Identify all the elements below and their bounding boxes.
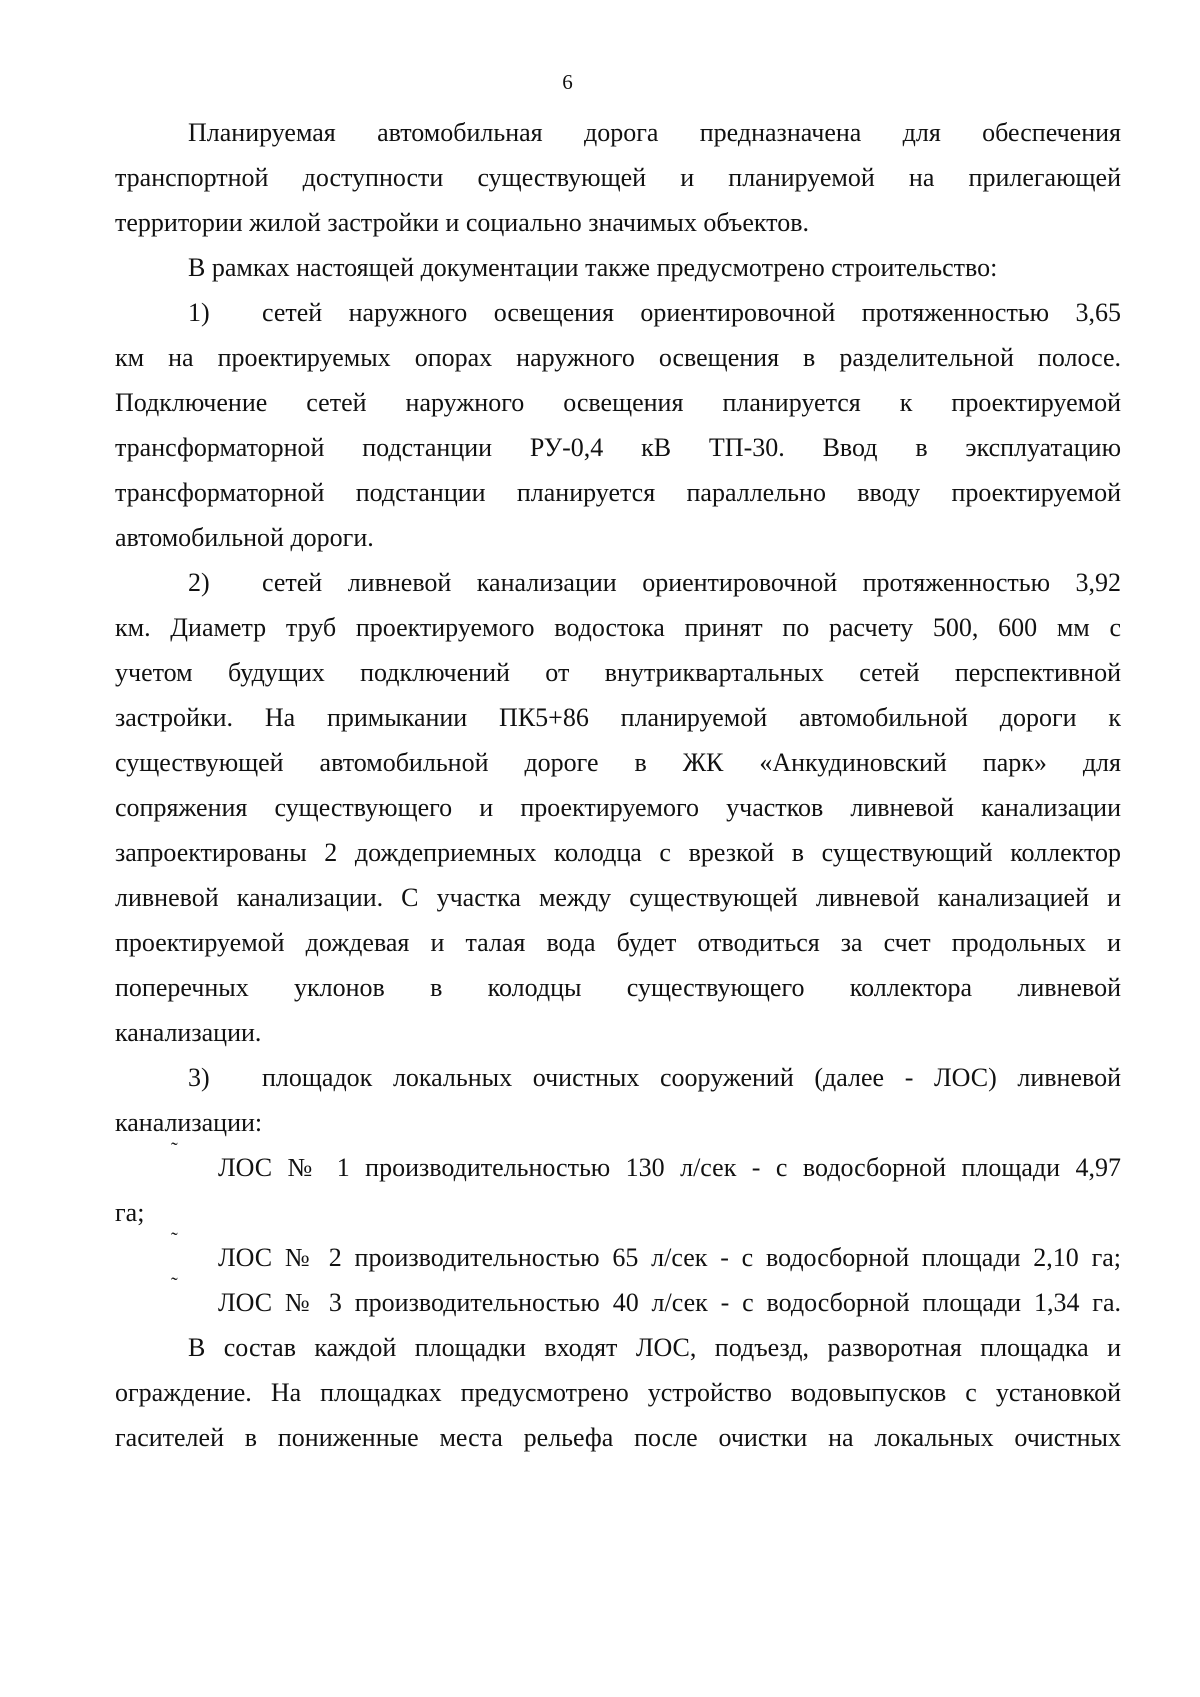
list-item-line: поперечных уклонов в колодцы существующего коллектора ливневой (115, 973, 1121, 1002)
bullet-marker: ˜ (171, 1274, 178, 1296)
page-number: 6 (562, 70, 573, 94)
list-item-line: км на проектируемых опорах наружного освещения в разделительной полосе. (115, 343, 1121, 372)
list-item-line: сетей наружного освещения ориентировочной протяженностью 3,65 (262, 298, 1121, 327)
bullet-line: ЛОС № 1 производительностью 130 л/сек - с водосборной площади 4,97 (218, 1153, 1121, 1182)
paragraph-construction-line: В рамках настоящей документации также предусмотрено строительство: (188, 253, 998, 282)
list-item-line: запроектированы 2 дождеприемных колодца с врезкой в существующий коллектор (115, 838, 1121, 867)
paragraph-intro-line: Планируемая автомобильная дорога предназначена для обеспечения (188, 118, 1121, 147)
list-item-line: Подключение сетей наружного освещения планируется к проектируемой (115, 388, 1121, 417)
list-item-line: проектируемой дождевая и талая вода будет отводиться за счет продольных и (115, 928, 1121, 957)
list-item-line: учетом будущих подключений от внутриквартальных сетей перспективной (115, 658, 1121, 687)
paragraph-site-line: В состав каждой площадки входят ЛОС, подъезд, разворотная площадка и (188, 1333, 1121, 1362)
bullet-line: га; (115, 1198, 145, 1227)
paragraph-intro-line: транспортной доступности существующей и планируемой на прилегающей (115, 163, 1121, 192)
bullet-line: ЛОС № 2 производительностью 65 л/сек - с водосборной площади 2,10 га; (218, 1243, 1121, 1272)
paragraph-site-line: гасителей в пониженные места рельефа после очистки на локальных очистных (115, 1423, 1121, 1452)
list-item-line: ливневой канализации. С участка между существующей ливневой канализацией и (115, 883, 1121, 912)
list-item-line: трансформаторной подстанции РУ-0,4 кВ ТП-30. Ввод в эксплуатацию (115, 433, 1121, 462)
list-item-line: км. Диаметр труб проектируемого водостока принят по расчету 500, 600 мм с (115, 613, 1121, 642)
list-number: 3) (188, 1063, 210, 1092)
list-number: 2) (188, 568, 210, 597)
list-item-line: канализации: (115, 1108, 263, 1137)
list-item-line: существующей автомобильной дороге в ЖК «Анкудиновский парк» для (115, 748, 1121, 777)
paragraph-intro-line: территории жилой застройки и социально значимых объектов. (115, 208, 809, 237)
list-item-line: трансформаторной подстанции планируется параллельно вводу проектируемой (115, 478, 1121, 507)
list-item-line: застройки. На примыкании ПК5+86 планируемой автомобильной дороги к (115, 703, 1121, 732)
bullet-line: ЛОС № 3 производительностью 40 л/сек - с водосборной площади 1,34 га. (218, 1288, 1121, 1317)
bullet-marker: ˜ (171, 1229, 178, 1251)
list-item-line: площадок локальных очистных сооружений (далее - ЛОС) ливневой (262, 1063, 1121, 1092)
list-item-line: сопряжения существующего и проектируемого участков ливневой канализации (115, 793, 1121, 822)
list-number: 1) (188, 298, 210, 327)
paragraph-site-line: ограждение. На площадках предусмотрено устройство водовыпусков с установкой (115, 1378, 1121, 1407)
list-item-line: сетей ливневой канализации ориентировочной протяженностью 3,92 (262, 568, 1121, 597)
list-item-line: канализации. (115, 1018, 262, 1047)
list-item-line: автомобильной дороги. (115, 523, 374, 552)
bullet-marker: ˜ (171, 1139, 178, 1161)
